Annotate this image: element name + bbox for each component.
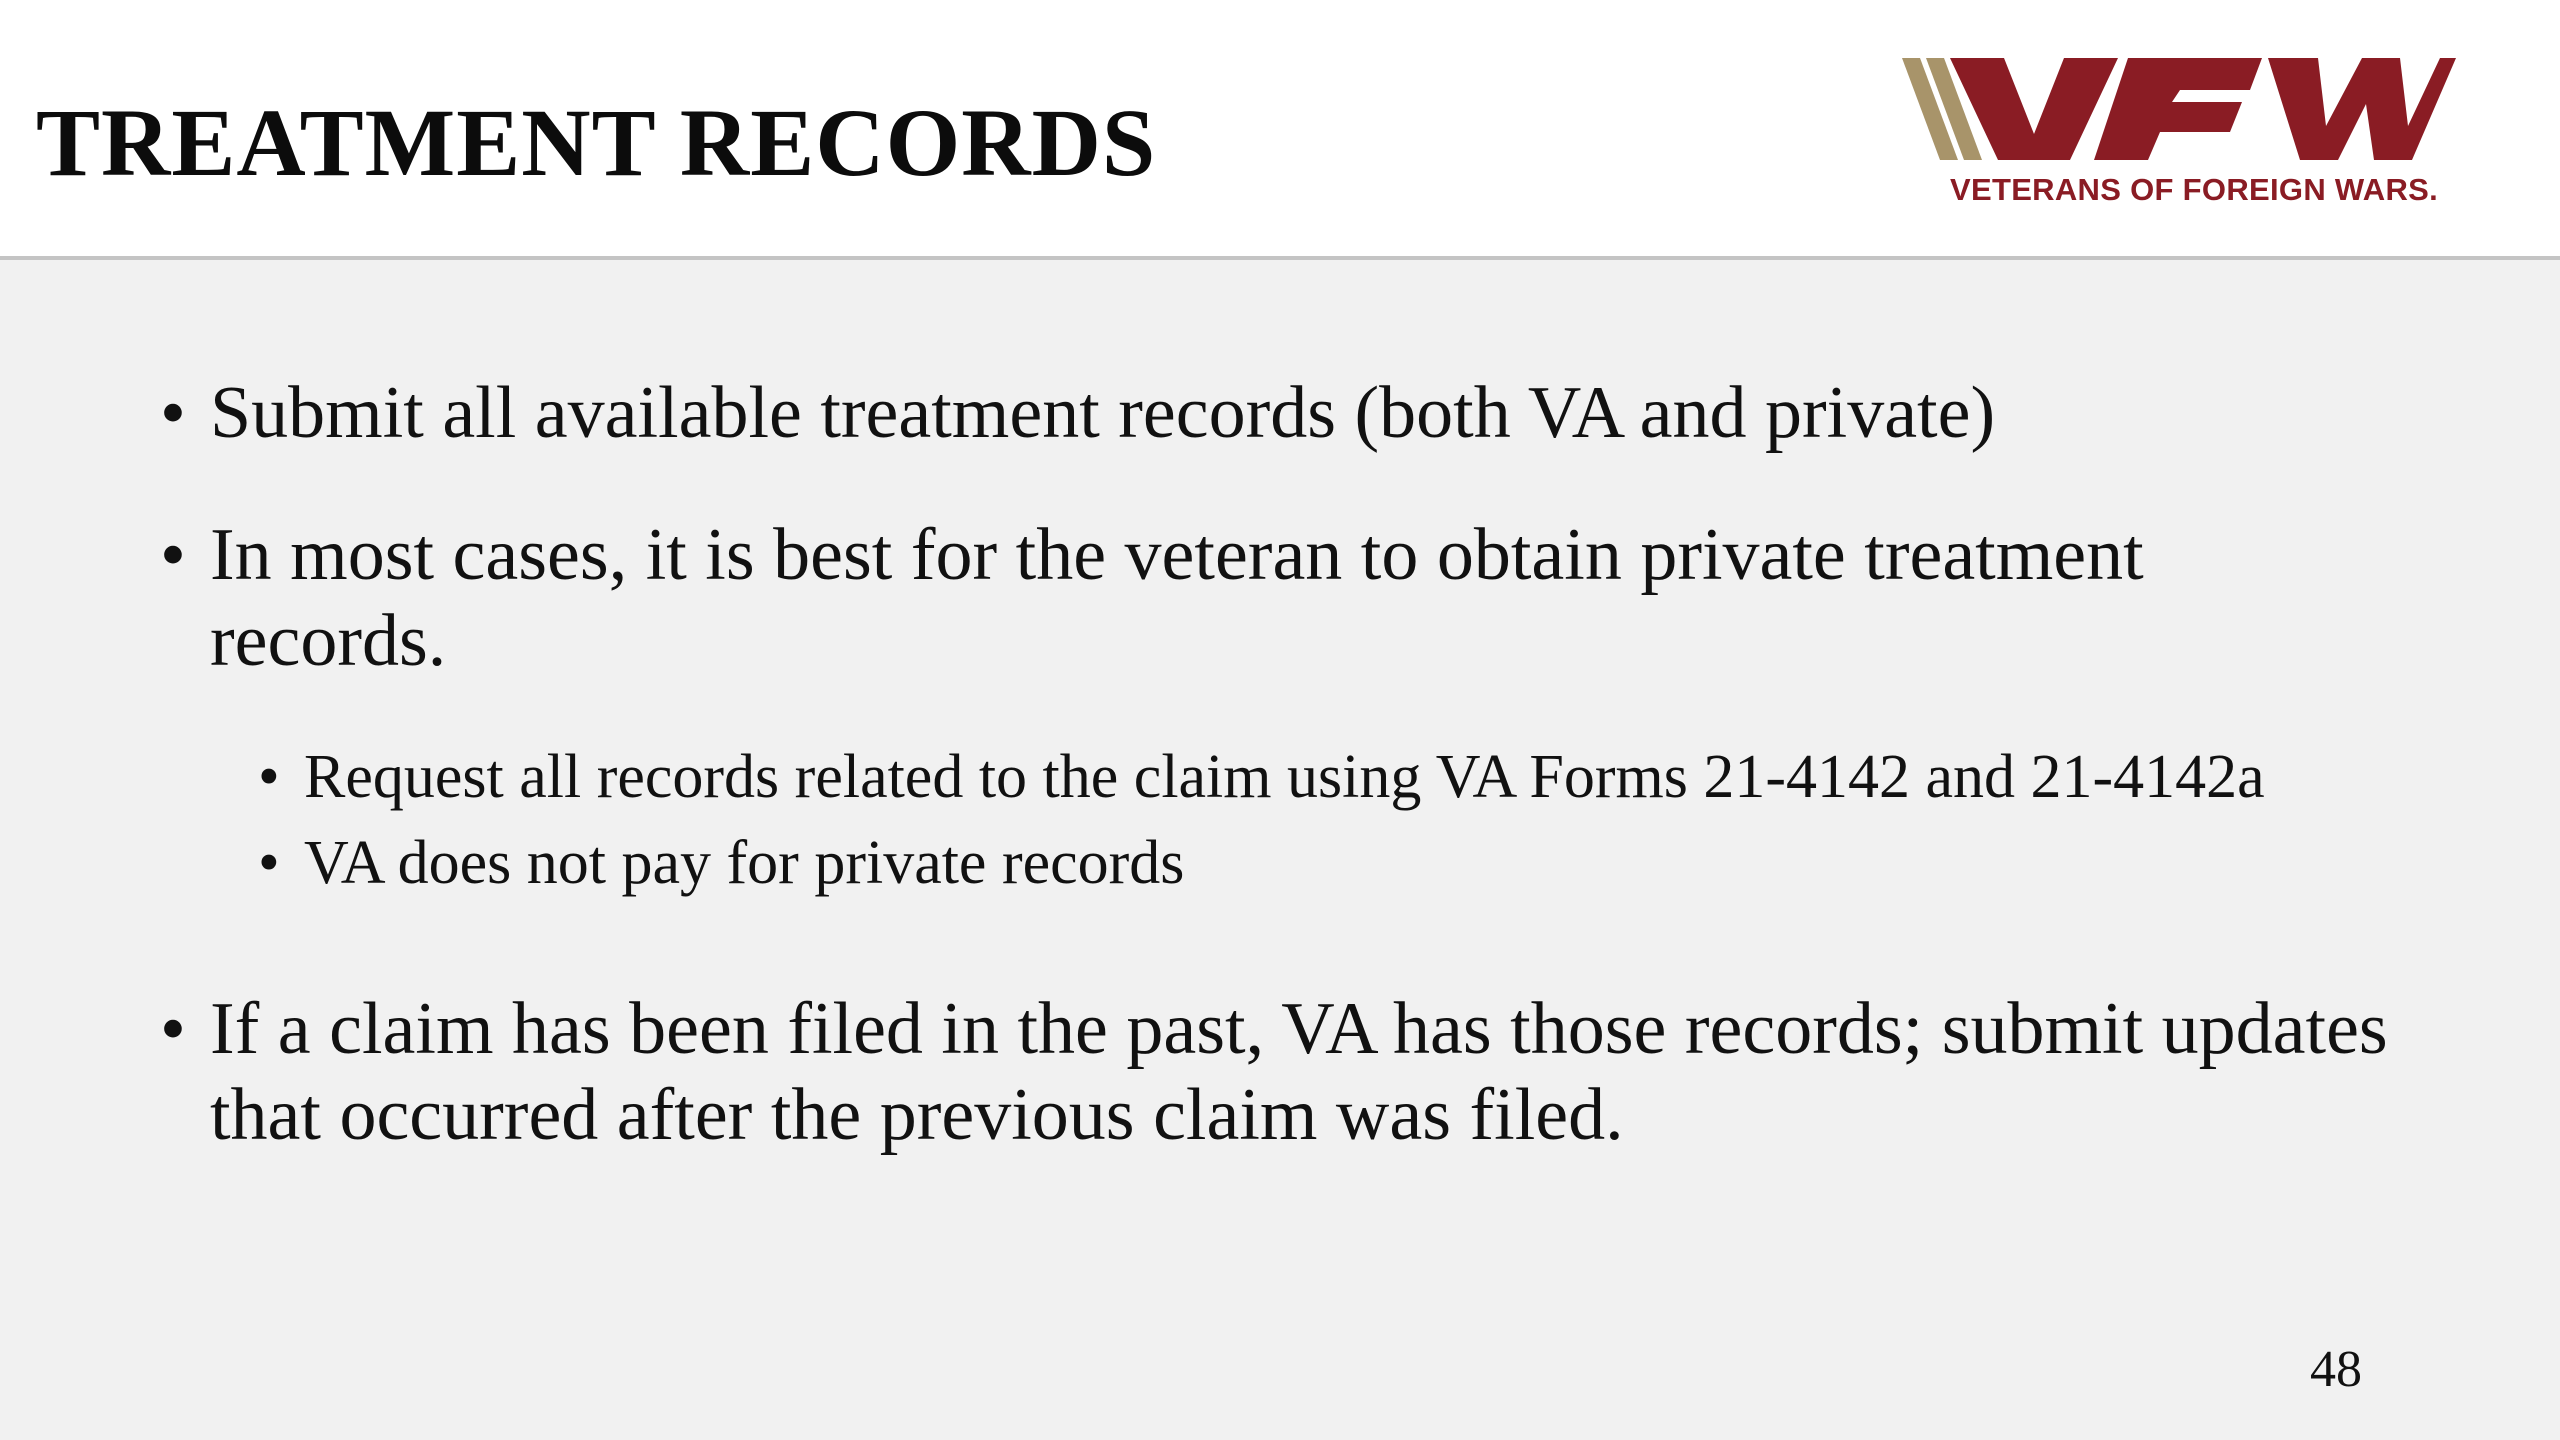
bullet-item: [160, 370, 2400, 456]
sub-bullet-item: [258, 826, 2404, 900]
sub-bullet-dot: •: [258, 743, 280, 811]
sub-bullet-text: Request all records related to the claim using VA Forms 21-4142 and 21-4142a: [304, 743, 2265, 811]
slide-content: [160, 370, 2400, 1158]
sub-bullet-list: [258, 740, 2400, 900]
sub-bullet-text: VA does not pay for private records: [304, 829, 1185, 897]
page-number: 48: [2310, 1341, 2362, 1398]
bullet-dot: •: [160, 988, 186, 1070]
bullet-text: In most cases, it is best for the veteran to obtain private treatment records.: [210, 514, 2144, 682]
bullet-text: Submit all available treatment records (both VA and private): [210, 372, 1996, 454]
vfw-tagline: VETERANS OF FOREIGN WARS.: [1950, 172, 2439, 207]
bullet-item: [160, 986, 2390, 1158]
bullet-text: If a claim has been filed in the past, VA has those records; submit updates that occurred after the previous claim was filed.: [210, 988, 2388, 1156]
bullet-dot: •: [160, 372, 186, 454]
bullet-item: [160, 512, 2390, 684]
slide-header: [0, 0, 2560, 260]
bullet-dot: •: [160, 514, 186, 596]
sub-bullet-dot: •: [258, 829, 280, 897]
sub-bullet-item: [258, 740, 2404, 814]
slide-title: TREATMENT RECORDS: [36, 89, 1157, 196]
vfw-logo: [1900, 56, 2460, 212]
vfw-wordmark-icon: [1900, 56, 2460, 166]
